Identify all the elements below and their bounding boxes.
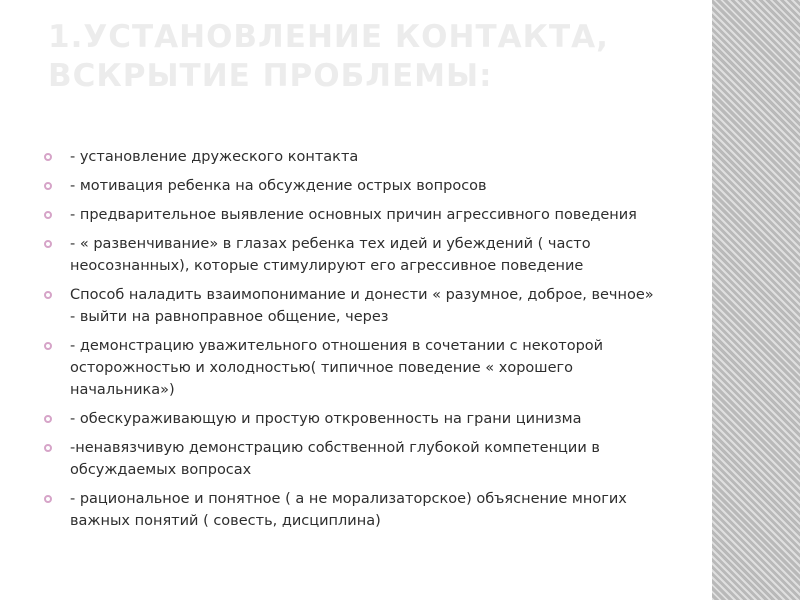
list-item — [44, 233, 654, 277]
circle-bullet-icon — [44, 415, 52, 423]
circle-bullet-icon — [44, 291, 52, 299]
circle-bullet-icon — [44, 495, 52, 503]
list-item — [44, 335, 654, 401]
list-item-text: - обескураживающую и простую откровенность на грани цинизма — [70, 411, 582, 427]
bullet-list — [44, 146, 654, 539]
list-item — [44, 204, 654, 226]
circle-bullet-icon — [44, 211, 52, 219]
list-item — [44, 488, 654, 532]
circle-bullet-icon — [44, 153, 52, 161]
list-item-text: -ненавязчивую демонстрацию собственной глубокой компетенции в обсуждаемых вопросах — [70, 440, 600, 478]
list-item-text: - « развенчивание» в глазах ребенка тех идей и убеждений ( часто неосознанных), которые стимулируют его агрессивное поведение — [70, 236, 591, 274]
list-item-text: - демонстрацию уважительного отношения в сочетании с некоторой осторожностью и холодностью( типичное поведение « хорошего начальника») — [70, 338, 604, 398]
list-item-text: - мотивация ребенка на обсуждение острых вопросов — [70, 178, 487, 194]
list-item — [44, 408, 654, 430]
title-line-1: 1.УСТАНОВЛЕНИЕ КОНТАКТА, — [48, 19, 609, 55]
title-line-2: ВСКРЫТИЕ ПРОБЛЕМЫ: — [48, 58, 493, 94]
list-item-text: - установление дружеского контакта — [70, 149, 359, 165]
list-item — [44, 437, 654, 481]
circle-bullet-icon — [44, 444, 52, 452]
circle-bullet-icon — [44, 342, 52, 350]
list-item — [44, 284, 654, 328]
list-item-text: Способ наладить взаимопонимание и донести « разумное, доброе, вечное» - выйти на равноправное общение, через — [70, 287, 654, 325]
decorative-side-stripe — [712, 0, 800, 600]
circle-bullet-icon — [44, 240, 52, 248]
list-item-text: - рациональное и понятное ( а не морализаторское) объяснение многих важных понятий ( совесть, дисциплина) — [70, 491, 627, 529]
slide-title — [48, 18, 698, 96]
list-item — [44, 175, 654, 197]
circle-bullet-icon — [44, 182, 52, 190]
list-item — [44, 146, 654, 168]
list-item-text: - предварительное выявление основных причин агрессивного поведения — [70, 207, 637, 223]
